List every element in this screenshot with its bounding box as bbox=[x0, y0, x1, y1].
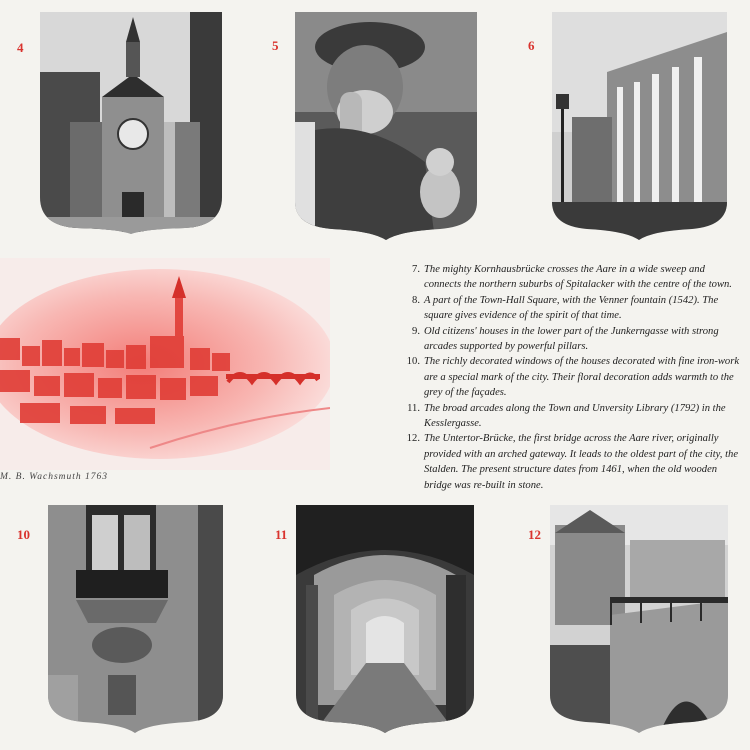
engraving-credit: M. B. Wachsmuth 1763 bbox=[0, 472, 109, 482]
caption-item bbox=[398, 431, 743, 493]
caption-item bbox=[398, 262, 743, 293]
caption-text: The richly decorated windows of the houses decorated with fine iron-work are a special mark of the city. Their floral decoration adds warmth to the grey of the façades. bbox=[424, 356, 740, 399]
photo-building-lamp bbox=[552, 12, 727, 240]
caption-number: 10. bbox=[406, 356, 420, 368]
photo-number: 4 bbox=[17, 40, 24, 55]
photo-number: 12 bbox=[528, 527, 541, 542]
caption-item bbox=[398, 293, 743, 324]
caption-item bbox=[398, 324, 743, 355]
photo-number: 10 bbox=[17, 527, 30, 542]
photo-number: 11 bbox=[275, 527, 288, 542]
caption-number: 7. bbox=[412, 264, 420, 275]
photo-untertor-bridge bbox=[550, 505, 728, 733]
caption-number: 12. bbox=[406, 433, 420, 445]
photo-window-balcony bbox=[48, 505, 223, 733]
photo-number: 6 bbox=[528, 38, 535, 53]
caption-text: The broad arcades along the Town and Unversity Library (1792) in the Kesslergasse. bbox=[424, 402, 726, 430]
photo-arcade bbox=[296, 505, 474, 733]
caption-list bbox=[398, 262, 743, 493]
caption-text: The Untertor-Brücke, the first bridge across the Aare river, originally provided with an arched gateway. It leads to the oldest part of the city, the Stalden. The present structure dates from 1461, when the old wooden bridge was re-built in stone. bbox=[424, 433, 739, 491]
photo-number: 5 bbox=[272, 38, 279, 53]
caption-number: 9. bbox=[412, 325, 420, 337]
caption-text: Old citizens' houses in the lower part of the Junkerngasse with strong arcades supported by powerful pillars. bbox=[424, 325, 719, 353]
caption-number: 8. bbox=[412, 294, 420, 306]
caption-text: The mighty Kornhausbrücke crosses the Aare in a wide sweep and connects the northern suburbs of Spitalacker with the centre of the town. bbox=[424, 264, 732, 291]
city-engraving bbox=[0, 258, 330, 470]
photo-clock-tower bbox=[40, 12, 222, 234]
caption-text: A part of the Town-Hall Square, with the Venner fountain (1542). The square gives evidence of the spirit of that time. bbox=[424, 294, 719, 322]
caption-item bbox=[398, 354, 743, 400]
photo-fountain-figure bbox=[295, 12, 477, 240]
caption-item bbox=[398, 401, 743, 432]
caption-number: 11. bbox=[407, 402, 420, 414]
